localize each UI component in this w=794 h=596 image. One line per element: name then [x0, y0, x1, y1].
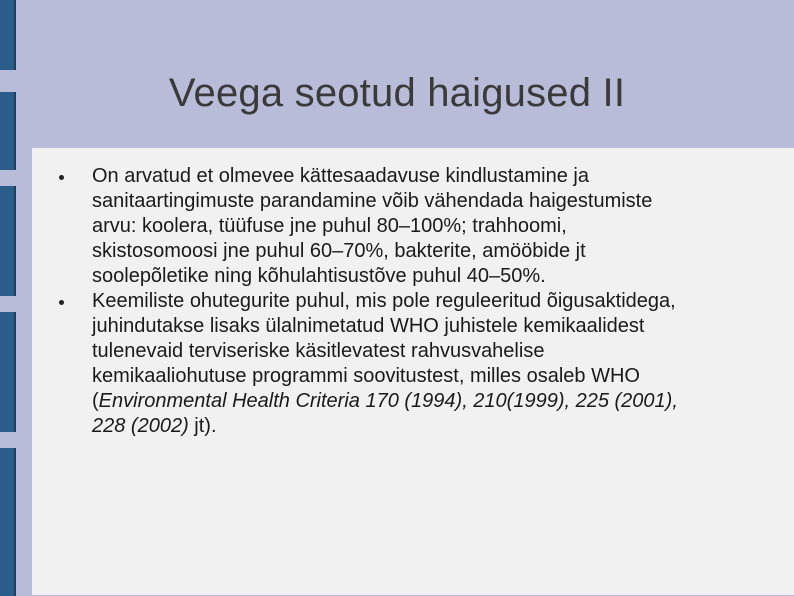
left-bar: [0, 186, 16, 296]
bullet-icon: [59, 175, 64, 180]
bullet-item: [32, 164, 692, 289]
left-bar: [0, 0, 16, 70]
content-panel: [32, 148, 794, 595]
bullet-list: [32, 164, 692, 439]
bullet-text: On arvatud et olmevee kättesaadavuse kindlustamine ja sanitaartingimuste parandamine võib vähendada haigestumiste arvu: koolera, tüüfuse jne puhul 80–100%; trahhoomi, skistosomoosi jne puhul 60–70%, bakterite, amööbide jt soolepõletike ning kõhulahtisustõve puhul 40–50%.: [92, 165, 653, 287]
bullet-text: Keemiliste ohutegurite puhul, mis pole reguleeritud õigusaktidega, juhindutakse lisaks ülalnimetatud WHO juhistele kemikaalidest tulenevaid terviseriske käsitlevatest rahvusvahelise kemikaaliohutuse programmi soovitustest, milles osaleb WHO (: [92, 290, 676, 412]
bullet-text-emphasis: Environmental Health Criteria 170 (1994), 210(1999), 225 (2001), 228 (2002): [92, 390, 678, 437]
slide-title: Veega seotud haigused II: [168, 71, 626, 115]
bullet-icon: [59, 300, 64, 305]
left-bar: [0, 312, 16, 432]
bullet-text-end: jt).: [188, 415, 217, 437]
left-bar: [0, 448, 16, 596]
bullet-item: [32, 289, 692, 439]
